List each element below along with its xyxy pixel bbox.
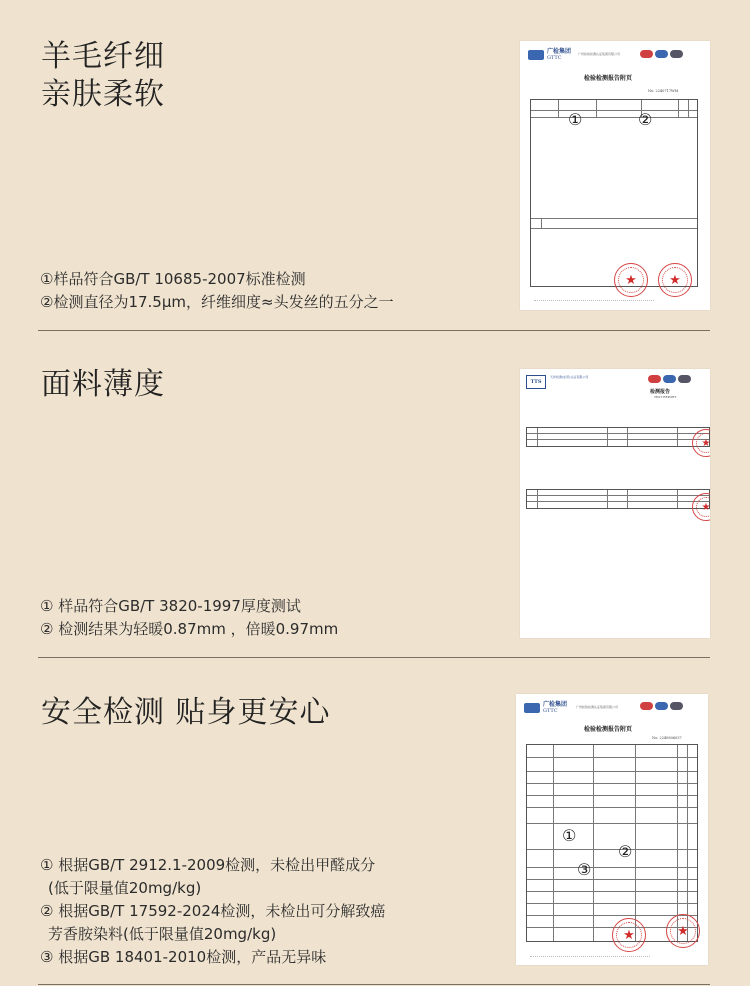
title-line: 安全检测 贴身更安心 (41, 695, 331, 730)
org-logo (526, 375, 546, 389)
desc-line: (低于限量值20mg/kg) (48, 879, 202, 897)
official-seal-icon: ★ (614, 263, 648, 297)
org-name: TTS (530, 379, 542, 385)
section-wool-fineness (0, 0, 750, 330)
org-name: 广检集团 (547, 48, 572, 55)
org-sub: GTTC (543, 708, 558, 714)
marker-2: ② (618, 842, 633, 861)
cnas-icon (663, 375, 676, 383)
ilac-icon (670, 702, 683, 710)
header-company: 广州检验检测认证集团有限公司 (578, 52, 621, 56)
official-seal-icon: ★ (612, 918, 646, 952)
desc-line: ① 样品符合GB/T 3820-1997厚度测试 (40, 597, 301, 615)
cert-marks (648, 375, 691, 383)
marker-2: ② (638, 110, 653, 129)
org-name: 广检集团 (543, 701, 568, 708)
test-report-image (520, 369, 710, 638)
org-logo (524, 702, 567, 714)
section-description (40, 595, 338, 641)
header-company: 天祥检测(东莞)认证有限公司 (550, 375, 589, 379)
report-number: No: 2240806037 (652, 736, 682, 740)
official-seal-icon: ★ (658, 263, 692, 297)
report-table (526, 744, 698, 942)
cnas-icon (655, 50, 668, 58)
section-title (41, 694, 331, 732)
cma-icon (648, 375, 661, 383)
org-sub: GTTC (547, 55, 562, 61)
title-line: 羊毛纤细 (41, 39, 165, 74)
report-number: No: 2240717WM (648, 89, 679, 93)
report-table-light (526, 427, 710, 447)
org-logo (528, 49, 571, 61)
official-seal-icon: ★ (666, 914, 700, 948)
footer-text (530, 956, 650, 957)
gttc-logo-icon (528, 50, 544, 60)
test-report-image (516, 694, 708, 965)
section-description (40, 268, 394, 314)
desc-line: ③ 根据GB 18401-2010检测，产品无异味 (40, 948, 327, 966)
header-company: 广州检验检测认证集团有限公司 (576, 705, 619, 709)
marker-3: ③ (577, 860, 592, 879)
tts-logo-icon (526, 375, 546, 389)
ilac-icon (678, 375, 691, 383)
title-line: 面料薄度 (41, 367, 165, 402)
report-table-warm (526, 489, 710, 509)
report-title-sub: TEST REPORT (654, 395, 677, 399)
section-title (41, 366, 165, 404)
marker-1: ① (568, 110, 583, 129)
report-table (530, 99, 698, 287)
cma-icon (640, 702, 653, 710)
desc-line: ② 根据GB/T 17592-2024检测，未检出可分解致癌 (40, 902, 386, 920)
footer-text (534, 300, 654, 301)
title-line: 亲肤柔软 (41, 77, 165, 112)
desc-line: ① 根据GB/T 2912.1-2009检测，未检出甲醛成分 (40, 856, 376, 874)
cert-marks (640, 702, 683, 710)
desc-line: ②检测直径为17.5μm，纤维细度≈头发丝的五分之一 (40, 293, 394, 311)
report-title: 检验检测报告附页 (584, 726, 633, 733)
desc-line: ①样品符合GB/T 10685-2007标准检测 (40, 270, 306, 288)
section-title (41, 38, 165, 114)
gttc-logo-icon (524, 703, 540, 713)
report-title: 检测报告 (650, 389, 671, 395)
official-seal-icon: ★ (692, 493, 710, 521)
report-title: 检验检测报告附页 (584, 75, 633, 82)
official-seal-icon: ★ (692, 429, 710, 457)
desc-line: ② 检测结果为轻暖0.87mm ，倍暖0.97mm (40, 620, 339, 638)
desc-line: 芳香胺染料(低于限量值20mg/kg) (48, 925, 277, 943)
marker-1: ① (562, 826, 577, 845)
cma-icon (640, 50, 653, 58)
cert-marks (640, 50, 683, 58)
ilac-icon (670, 50, 683, 58)
cnas-icon (655, 702, 668, 710)
section-fabric-thickness (0, 331, 750, 658)
section-safety-test (0, 658, 750, 986)
test-report-image (520, 41, 710, 310)
section-divider (38, 984, 710, 985)
section-description (40, 854, 385, 969)
